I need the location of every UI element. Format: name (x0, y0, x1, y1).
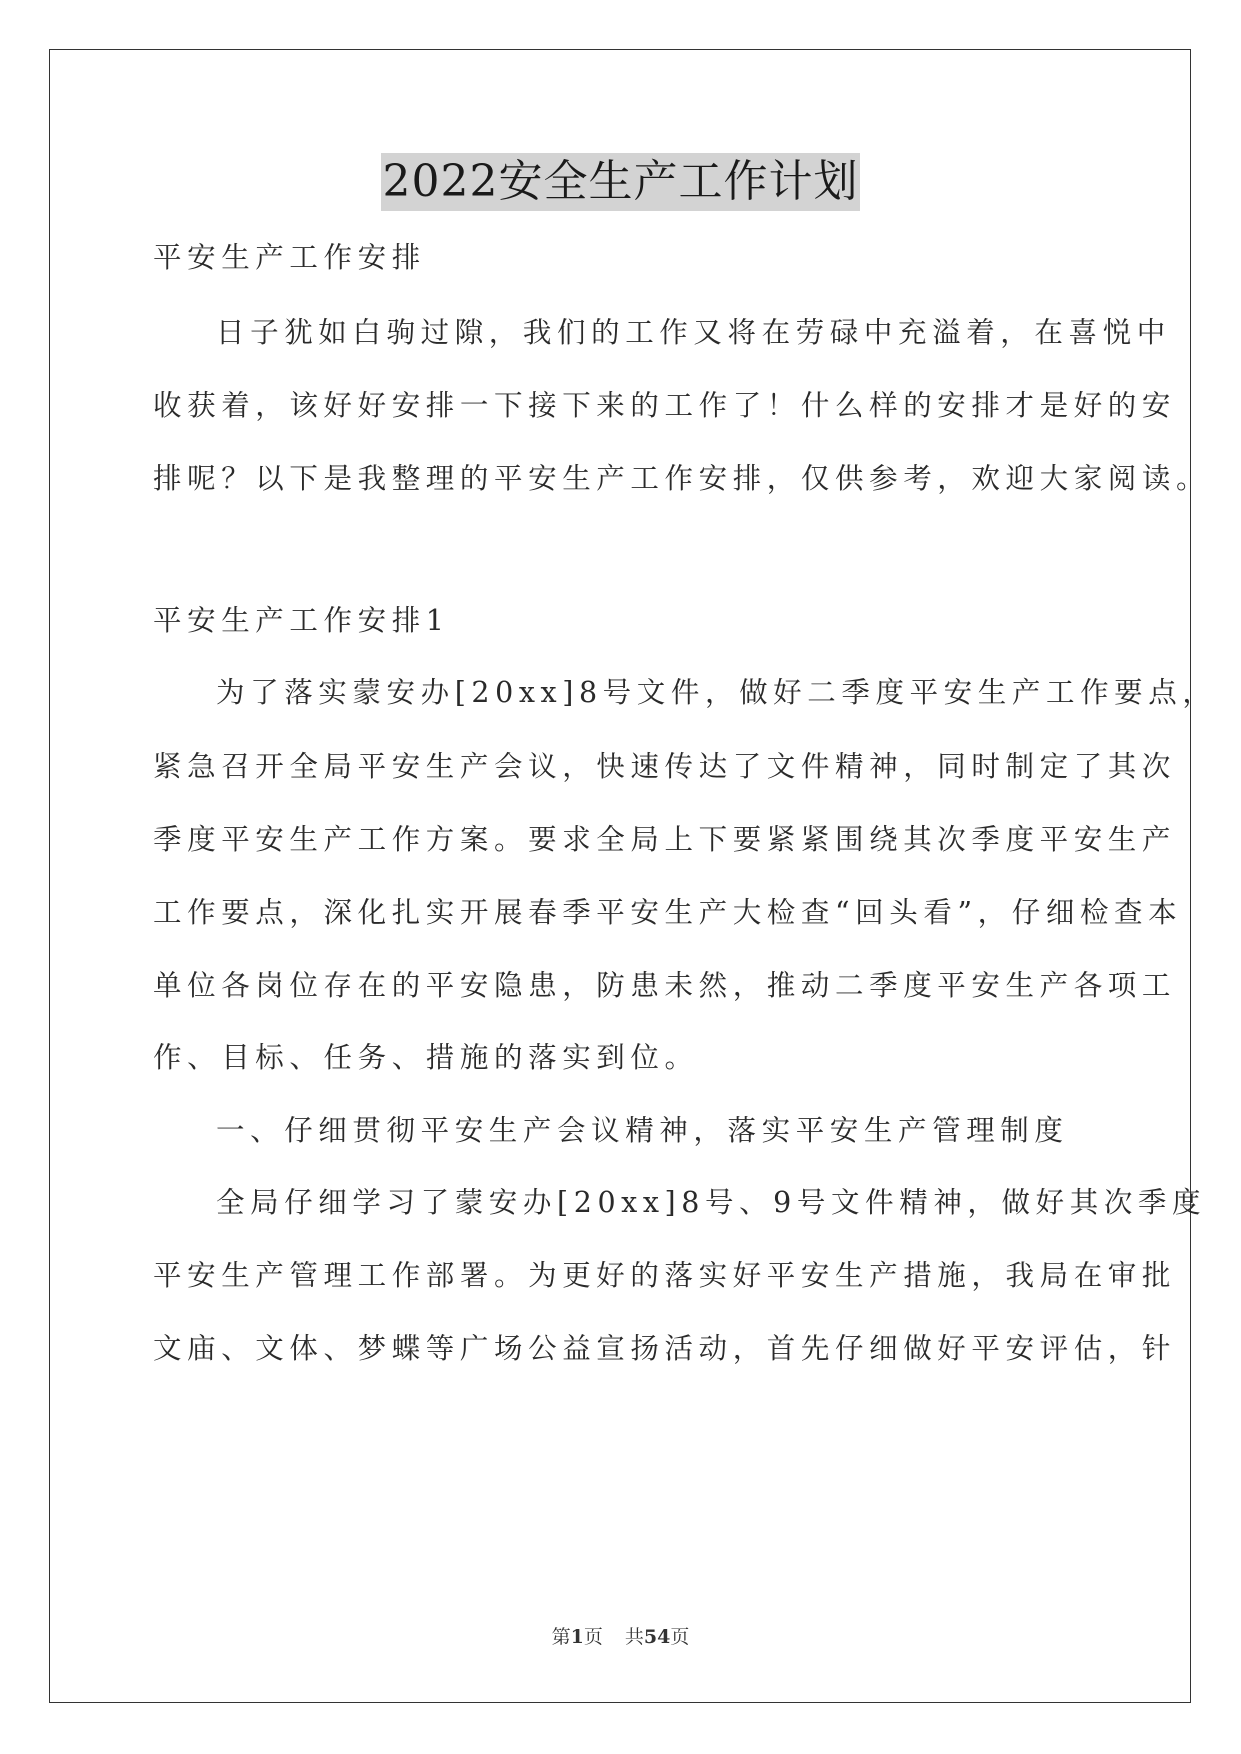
paragraph-line: 收获着，该好好安排一下接下来的工作了！什么样的安排才是好的安 (153, 389, 1177, 422)
section-heading: 平安生产工作安排1 (153, 604, 450, 637)
section-heading: 平安生产工作安排 (153, 241, 426, 274)
page-suffix: 页 (583, 1626, 603, 1648)
total-pages: 54 (643, 1626, 671, 1648)
paragraph-line: 季度平安生产工作方案。要求全局上下要紧紧围绕其次季度平安生产 (153, 823, 1177, 856)
page-number: 1 (570, 1626, 584, 1648)
paragraph-line: 排呢？以下是我整理的平安生产工作安排，仅供参考，欢迎大家阅读。 (153, 462, 1211, 495)
paragraph-line: 单位各岗位存在的平安隐患，防患未然，推动二季度平安生产各项工 (153, 969, 1177, 1002)
paragraph-line: 全局仔细学习了蒙安办[20xx]8号、9号文件精神，做好其次季度 (216, 1186, 1207, 1219)
paragraph-line: 为了落实蒙安办[20xx]8号文件，做好二季度平安生产工作要点， (216, 676, 1217, 709)
title-text: 2022安全生产工作计划 (381, 153, 861, 211)
paragraph-line: 日子犹如白驹过隙，我们的工作又将在劳碌中充溢着，在喜悦中 (216, 316, 1171, 349)
document-title (0, 153, 1241, 211)
page-prefix: 第 (551, 1626, 571, 1648)
page-footer (0, 1625, 1241, 1649)
paragraph-line: 紧急召开全局平安生产会议，快速传达了文件精神，同时制定了其次 (153, 750, 1177, 783)
total-suffix: 页 (670, 1626, 690, 1648)
paragraph-line: 文庙、文体、梦蝶等广场公益宣扬活动，首先仔细做好平安评估，针 (153, 1332, 1177, 1365)
paragraph-line: 作、目标、任务、措施的落实到位。 (153, 1041, 699, 1074)
total-prefix: 共 (624, 1626, 644, 1648)
paragraph-line: 平安生产管理工作部署。为更好的落实好平安生产措施，我局在审批 (153, 1259, 1177, 1292)
paragraph-line: 工作要点，深化扎实开展春季平安生产大检查“回头看”，仔细检查本 (153, 896, 1183, 929)
page-border (49, 49, 1217, 1703)
subsection-heading: 一、仔细贯彻平安生产会议精神，落实平安生产管理制度 (216, 1114, 1069, 1147)
